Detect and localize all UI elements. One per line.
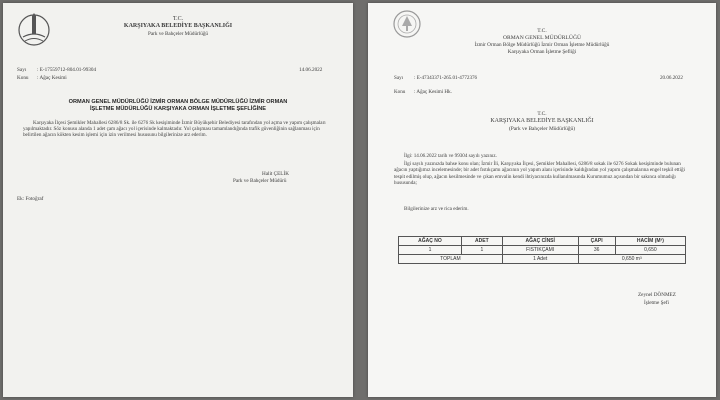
body-paragraph: İlgi sayılı yazınızda bahse konu olan; İzmir İli, Karşıyaka İlçesi, Şemikler Mahallesi, 6286/8 sokak ile 6276 Sokak kesişiminde bulunan ağacın yaptığımız incelemesinde; bir adet fıstıkçamı ağacının yol yapım alanı içerisinde kaldığından yol yapım çalışmalarına engel teşkil ettiği tespit edilmiş olup, ağacın kesilmesinde ve çıkan emvalin kendi ihtiyacınızda kullanılmasında Kurumumuz açısından bir sakınca olmadığı hususunda;: [394, 161, 685, 186]
org-dept: Park ve Bahçeler Müdürlüğü: [147, 31, 209, 37]
cell-volume: 0,650: [615, 246, 685, 255]
letter-date: 14.06.2022: [299, 67, 323, 73]
tree-table: [398, 236, 686, 264]
org-tc: T.C.: [172, 16, 184, 22]
konu-value: : Ağaç Kesimi Hk.: [414, 89, 452, 95]
col-header-volume: HACİM (M³): [615, 237, 685, 246]
total-count: 1 Adet: [502, 255, 578, 264]
total-label: TOPLAM: [399, 255, 503, 264]
org-name: ORMAN GENEL MÜDÜRLÜĞÜ: [502, 35, 582, 41]
org-name: KARŞIYAKA BELEDİYE BAŞKANLIĞI: [123, 23, 233, 29]
sayi-label: Sayı: [17, 67, 27, 73]
ilgi-reference: İlgi: 14.06.2022 tarih ve 99304 sayılı yazınız.: [404, 153, 497, 159]
col-header-tree-no: AĞAÇ NO: [399, 237, 462, 246]
sayi-value: : E-17559712-804.01-99304: [37, 67, 97, 73]
closing-line: Bilgilerinize arz ve rica ederim.: [404, 206, 469, 212]
konu-value: : Ağaç Kesimi: [37, 75, 67, 81]
total-volume: 0,650 m³: [578, 255, 685, 264]
signer-name: Zeynel DÖNMEZ: [638, 292, 676, 298]
col-header-species: AĞAÇ CİNSİ: [502, 237, 578, 246]
signer-name: Halit ÇELİK: [262, 171, 289, 177]
letter-karsiyaka-municipality: [3, 3, 353, 397]
col-header-diameter: ÇAPI: [578, 237, 615, 246]
cell-diameter: 36: [578, 246, 615, 255]
col-header-count: ADET: [461, 237, 502, 246]
recipient-name: KARŞIYAKA BELEDİYE BAŞKANLIĞI: [490, 118, 594, 124]
signer-title: Park ve Bahçeler Müdürü: [233, 178, 287, 184]
org-sub-2: Karşıyaka Orman İşletme Şefliği: [507, 49, 577, 55]
sayi-value: : E-47343371-265.01-4772376: [414, 75, 478, 81]
konu-label: Konu: [394, 89, 406, 95]
recipient-line-2: İŞLETME MÜDÜRLÜĞÜ KARŞIYAKA ORMAN İŞLETME ŞEFLİĞİNE: [89, 106, 267, 112]
body-paragraph: Karşıyaka İlçesi Şemikler Mahallesi 6286/8 Sk. ile 6276 Sk kesişiminde İzmir Büyükşehir Belediyesi tarafından yol açma ve yapım çalışmaları yapılmaktadır. Söz konusu alanda 1 adet çam ağacı yol içerisinde kalmaktadır. Yol çalışması tamamlandığında trafik güvenliğinin sağlanması için belirtilen ağacın kökten kesim işlemi için izin verilmesi hususunu bilgilerinize arz ederim.: [23, 120, 326, 139]
letter-date: 20.06.2022: [660, 75, 683, 81]
cell-species: FISTIKÇAMI: [502, 246, 578, 255]
letter-forest-directorate: [368, 3, 716, 397]
table-row: [399, 246, 686, 255]
konu-label: Konu: [17, 75, 29, 81]
table-header-row: [399, 237, 686, 246]
recipient-dept: (Park ve Bahçeler Müdürlüğü): [508, 126, 575, 132]
sayi-label: Sayı: [394, 75, 404, 81]
cell-count: 1: [461, 246, 502, 255]
recipient-line-1: ORMAN GENEL MÜDÜRLÜĞÜ İZMİR ORMAN BÖLGE MÜDÜRLÜĞÜ İZMİR ORMAN: [68, 99, 288, 105]
signer-title: İşletme Şefi: [644, 300, 669, 306]
attachment-note: Ek: Fotoğraf: [17, 196, 44, 202]
table-total-row: [399, 255, 686, 264]
org-tc: T.C.: [537, 28, 547, 34]
recipient-tc: T.C.: [537, 111, 547, 117]
org-sub-1: İzmir Orman Bölge Müdürlüğü İzmir Orman İşletme Müdürlüğü: [474, 42, 610, 48]
cell-tree-no: 1: [399, 246, 462, 255]
